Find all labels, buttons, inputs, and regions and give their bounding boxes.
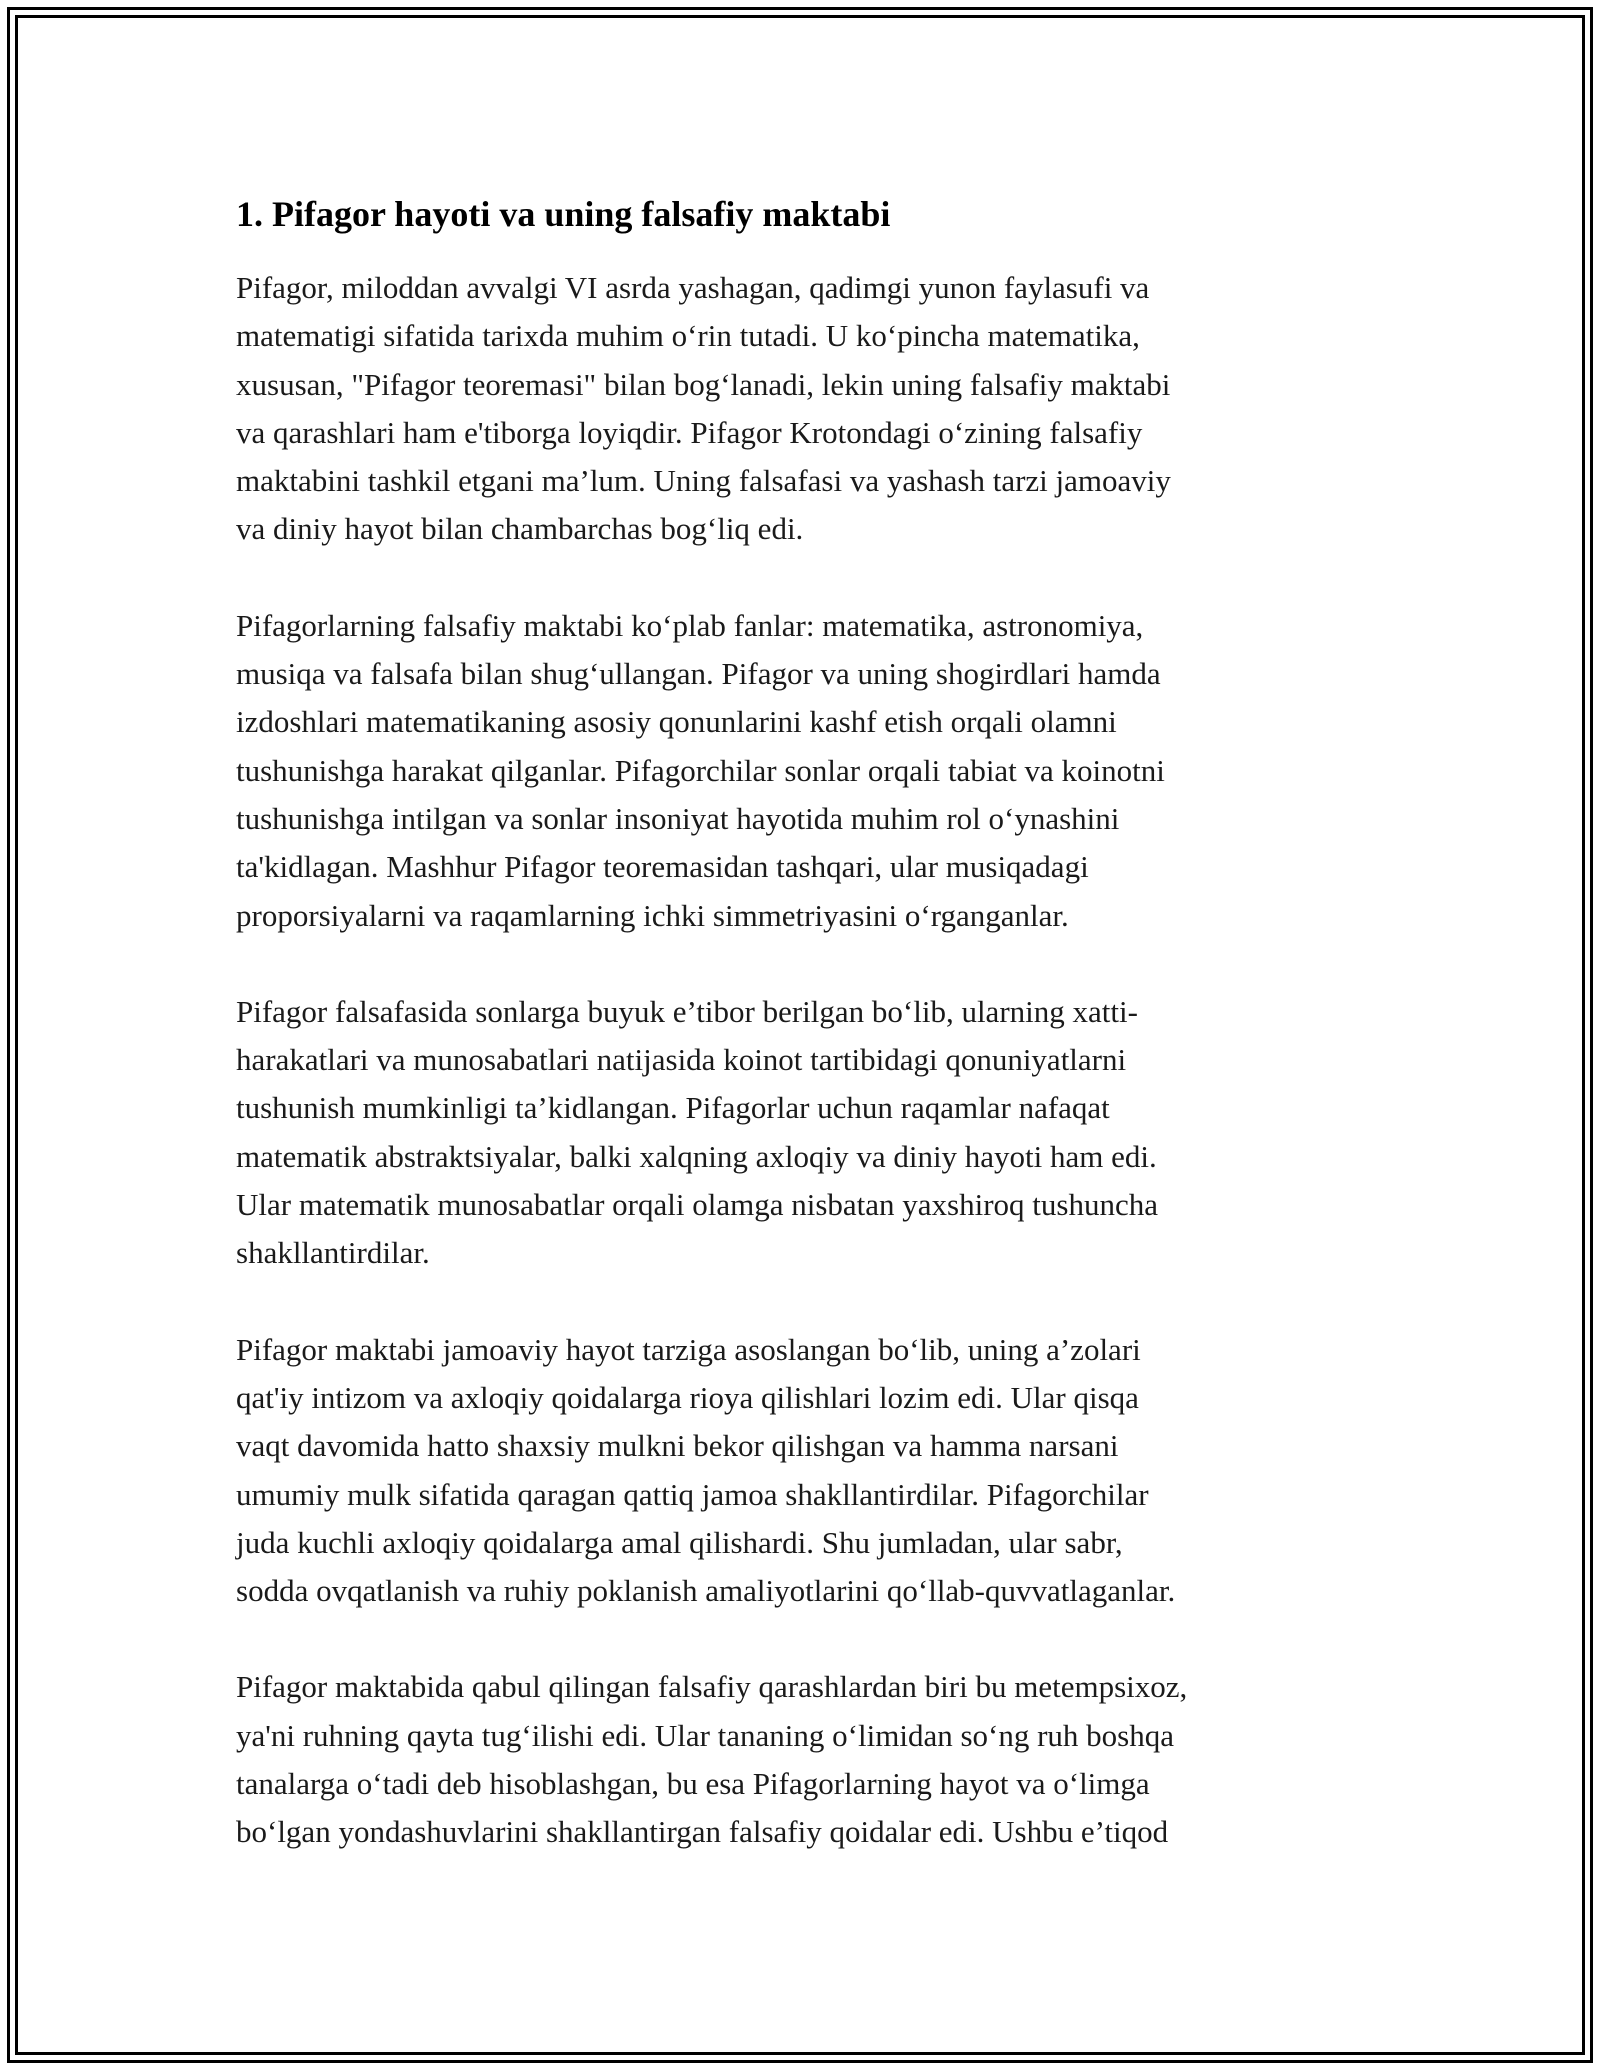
text-line: juda kuchli axloqiy qoidalarga amal qilishardi. Shu jumladan, ular sabr, (236, 1524, 1123, 1560)
text-line: umumiy mulk sifatida qaragan qattiq jamoa shakllantirdilar. Pifagorchilar (236, 1476, 1149, 1512)
paragraph-1 (236, 264, 1366, 554)
text-line: Pifagor maktabida qabul qilingan falsafiy qarashlardan biri bu metempsixoz, (236, 1669, 1188, 1705)
text-line: tushunishga intilgan va sonlar insoniyat hayotida muhim rol o‘ynashini (236, 800, 1120, 836)
text-line: va qarashlari ham e'tiborga loyiqdir. Pifagor Krotondagi o‘zining falsafiy (236, 414, 1143, 450)
text-line: ya'ni ruhning qayta tug‘ilishi edi. Ular tananing o‘limidan so‘ng ruh boshqa (236, 1717, 1174, 1753)
text-line: matematigi sifatida tarixda muhim o‘rin tutadi. U ko‘pincha matematika, (236, 318, 1140, 354)
text-line: Pifagor maktabi jamoaviy hayot tarziga asoslangan bo‘lib, uning a’zolari (236, 1331, 1141, 1367)
text-line: va diniy hayot bilan chambarchas bog‘liq edi. (236, 511, 804, 547)
text-line: shakllantirdilar. (236, 1235, 430, 1271)
paragraph-3 (236, 988, 1366, 1278)
text-line: izdoshlari matematikaning asosiy qonunlarini kashf etish orqali olamni (236, 704, 1117, 740)
text-line: proporsiyalarni va raqamlarning ichki simmetriyasini o‘rganganlar. (236, 897, 1069, 933)
text-line: harakatlari va munosabatlari natijasida koinot tartibidagi qonuniyatlarni (236, 1042, 1127, 1078)
paragraph-5 (236, 1663, 1366, 1856)
text-line: tushunish mumkinligi ta’kidlangan. Pifagorlar uchun raqamlar nafaqat (236, 1090, 1110, 1126)
paragraph-4 (236, 1326, 1366, 1616)
section-heading: 1. Pifagor hayoti va uning falsafiy maktabi (236, 194, 891, 234)
text-line: qat'iy intizom va axloqiy qoidalarga rioya qilishlari lozim edi. Ular qisqa (236, 1379, 1139, 1415)
text-line: xususan, "Pifagor teoremasi" bilan bog‘lanadi, lekin uning falsafiy maktabi (236, 366, 1171, 402)
text-line: musiqa va falsafa bilan shug‘ullangan. Pifagor va uning shogirdlari hamda (236, 656, 1161, 692)
text-line: Pifagor, miloddan avvalgi VI asrda yashagan, qadimgi yunon faylasufi va (236, 270, 1150, 305)
text-line: maktabini tashkil etgani ma’lum. Uning falsafasi va yashash tarzi jamoaviy (236, 463, 1171, 499)
text-line: sodda ovqatlanish va ruhiy poklanish amaliyotlarini qo‘llab-quvvatlaganlar. (236, 1573, 1176, 1609)
text-line: Pifagor falsafasida sonlarga buyuk e’tibor berilgan bo‘lib, ularning xatti- (236, 993, 1138, 1029)
text-line: matematik abstraktsiyalar, balki xalqning axloqiy va diniy hayoti ham edi. (236, 1138, 1157, 1174)
text-line: tanalarga o‘tadi deb hisoblashgan, bu esa Pifagorlarning hayot va o‘limga (236, 1766, 1150, 1802)
text-line: vaqt davomida hatto shaxsiy mulkni bekor qilishgan va hamma narsani (236, 1428, 1119, 1464)
text-line: ta'kidlagan. Mashhur Pifagor teoremasidan tashqari, ular musiqadagi (236, 849, 1089, 885)
paragraph-2 (236, 602, 1366, 940)
document-body (236, 190, 1366, 1905)
text-line: tushunishga harakat qilganlar. Pifagorchilar sonlar orqali tabiat va koinotni (236, 752, 1165, 788)
text-line: Pifagorlarning falsafiy maktabi ko‘plab fanlar: matematika, astronomiya, (236, 607, 1144, 643)
text-line: bo‘lgan yondashuvlarini shakllantirgan falsafiy qoidalar edi. Ushbu e’tiqod (236, 1814, 1169, 1850)
text-line: Ular matematik munosabatlar orqali olamga nisbatan yaxshiroq tushuncha (236, 1187, 1158, 1223)
